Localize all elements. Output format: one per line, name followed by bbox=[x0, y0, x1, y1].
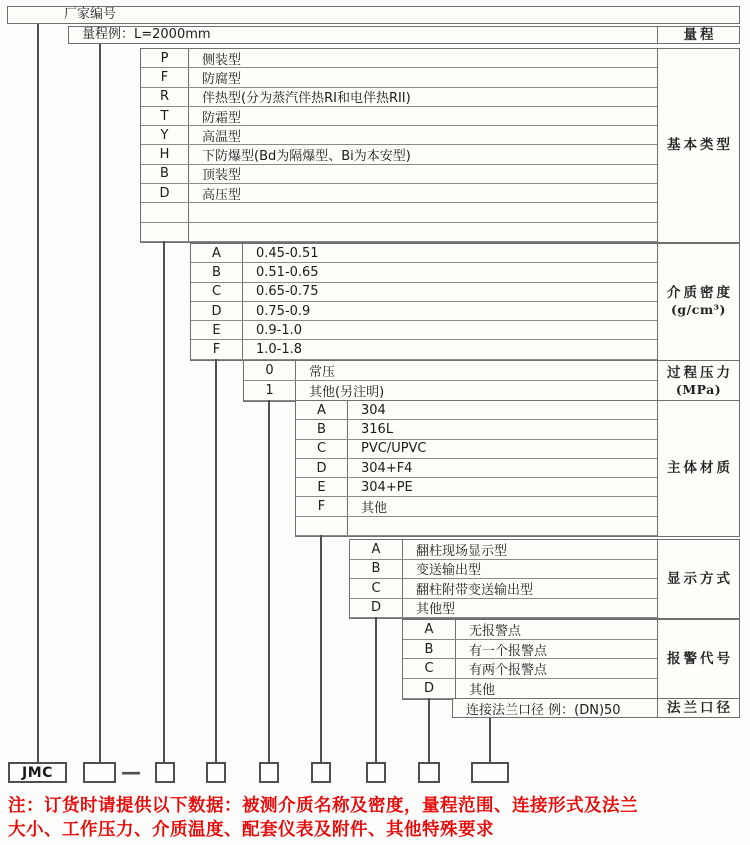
model-prefix-box bbox=[8, 762, 67, 783]
table-row bbox=[141, 184, 739, 203]
desc-cell: 伴热型(分为蒸汽伴热RI和电伴热RII) bbox=[202, 91, 411, 107]
category-cell-process-pressure bbox=[657, 361, 739, 401]
desc-cell: 0.45-0.51 bbox=[256, 245, 319, 261]
desc-cell: 0.75-0.9 bbox=[256, 303, 311, 319]
code-box bbox=[206, 762, 226, 783]
range-row bbox=[68, 26, 740, 44]
code-cell: B bbox=[350, 560, 403, 579]
category-cell-body-material bbox=[657, 401, 739, 536]
range-example-text: 量程例：L=2000mm bbox=[82, 27, 211, 42]
connector-line bbox=[215, 359, 217, 763]
code-cell: 1 bbox=[244, 381, 296, 400]
desc-cell: 316L bbox=[361, 421, 394, 437]
code-cell: D bbox=[296, 459, 348, 477]
code-cell: Y bbox=[141, 126, 189, 144]
table-row bbox=[141, 88, 739, 107]
desc-cell: 其他(另注明) bbox=[309, 385, 385, 400]
order-note-line2: 大小、工作压力、介质温度、配套仪表及附件、其他特殊要求 bbox=[8, 820, 494, 840]
flange-row bbox=[452, 698, 740, 718]
table-row bbox=[141, 165, 739, 184]
desc-cell: 侧装型 bbox=[202, 52, 242, 68]
code-cell: T bbox=[141, 107, 189, 125]
code-cell bbox=[141, 223, 189, 241]
code-cell: A bbox=[296, 401, 348, 419]
group-medium-density bbox=[190, 243, 740, 361]
range-category-label: 量程 bbox=[683, 26, 717, 43]
desc-cell: 304+F4 bbox=[361, 460, 413, 476]
code-cell: B bbox=[403, 640, 456, 659]
code-cell: F bbox=[296, 497, 348, 515]
range-category-cell bbox=[657, 27, 739, 43]
table-row bbox=[141, 126, 739, 145]
code-cell: B bbox=[191, 263, 243, 281]
category-cell-display-mode bbox=[657, 540, 739, 618]
code-cell: A bbox=[191, 244, 243, 262]
model-prefix-label: JMC bbox=[22, 764, 53, 781]
code-separator-dash: — bbox=[121, 760, 141, 784]
order-note-line1: 注：订货时请提供以下数据：被测介质名称及密度，量程范围、连接形式及法兰 bbox=[8, 796, 638, 816]
flange-category-label: 法兰口径 bbox=[667, 699, 733, 716]
code-cell: C bbox=[350, 579, 403, 598]
category-cell-medium-density bbox=[657, 244, 739, 360]
desc-cell: 下防爆型(Bd为隔爆型、Bi为本安型) bbox=[202, 149, 411, 165]
desc-cell: 其他型 bbox=[416, 602, 456, 618]
desc-cell: 0.9-1.0 bbox=[256, 322, 303, 338]
connector-line bbox=[268, 400, 270, 763]
code-box bbox=[259, 762, 279, 783]
desc-cell: 高压型 bbox=[202, 187, 242, 203]
group-display-mode bbox=[349, 539, 740, 619]
code-cell bbox=[296, 517, 348, 535]
desc-cell: 304+PE bbox=[361, 479, 413, 495]
category-label: 主体材质 bbox=[667, 460, 733, 477]
group-body-material bbox=[295, 400, 740, 537]
desc-cell: 翻柱附带变送输出型 bbox=[416, 582, 534, 598]
code-cell: H bbox=[141, 145, 189, 163]
code-cell: R bbox=[141, 88, 189, 106]
table-row bbox=[141, 68, 739, 87]
connector-line bbox=[163, 241, 165, 763]
category-label-unit: (g/cm³) bbox=[671, 302, 726, 318]
category-label: 显示方式 bbox=[667, 570, 733, 587]
desc-cell: 变送输出型 bbox=[416, 563, 482, 579]
desc-cell: 0.51-0.65 bbox=[256, 264, 319, 280]
table-row bbox=[141, 49, 739, 68]
code-box bbox=[155, 762, 175, 783]
code-cell: 0 bbox=[244, 361, 296, 380]
category-cell-basic-type bbox=[657, 49, 739, 242]
desc-cell: 有两个报警点 bbox=[469, 663, 548, 679]
code-cell: D bbox=[403, 679, 456, 698]
desc-cell: 其他 bbox=[469, 682, 496, 698]
code-cell: D bbox=[141, 184, 189, 202]
category-label: 基本类型 bbox=[667, 137, 733, 153]
desc-cell: PVC/UPVC bbox=[361, 441, 427, 457]
desc-cell: 无报警点 bbox=[469, 623, 522, 639]
desc-cell: 304 bbox=[361, 402, 386, 418]
category-cell-alarm-code bbox=[657, 620, 739, 699]
code-cell: E bbox=[191, 321, 243, 339]
group-process-pressure bbox=[243, 360, 740, 402]
code-box bbox=[366, 762, 386, 783]
code-cell: F bbox=[191, 340, 243, 358]
group-basic-type bbox=[140, 48, 740, 243]
desc-cell: 1.0-1.8 bbox=[256, 342, 303, 358]
code-cell: A bbox=[350, 540, 403, 559]
category-label: 报警代号 bbox=[667, 650, 733, 667]
desc-cell: 防腐型 bbox=[202, 71, 242, 87]
table-row bbox=[141, 223, 739, 242]
table-row bbox=[141, 203, 739, 222]
category-label: 过程压力 bbox=[667, 364, 733, 381]
table-row bbox=[141, 145, 739, 164]
category-label: 介质密度 bbox=[667, 285, 733, 302]
code-box bbox=[83, 762, 116, 783]
flange-size-text: 连接法兰口径 例：(DN)50 bbox=[466, 702, 621, 718]
code-cell: C bbox=[191, 283, 243, 301]
desc-cell: 0.65-0.75 bbox=[256, 284, 319, 300]
flange-category-cell bbox=[657, 699, 739, 717]
code-cell: C bbox=[296, 440, 348, 458]
connector-line bbox=[428, 698, 430, 763]
group-alarm-code bbox=[402, 619, 740, 700]
code-box bbox=[418, 762, 440, 783]
table-row bbox=[141, 107, 739, 126]
code-cell: A bbox=[403, 620, 456, 639]
category-label-unit: (MPa) bbox=[675, 381, 722, 397]
desc-cell: 防霜型 bbox=[202, 110, 242, 126]
connector-line bbox=[489, 718, 491, 763]
desc-cell: 翻柱现场显示型 bbox=[416, 543, 508, 559]
code-cell: P bbox=[141, 49, 189, 67]
code-box bbox=[311, 762, 331, 783]
code-cell: F bbox=[141, 68, 189, 86]
code-cell bbox=[141, 203, 189, 221]
desc-cell: 其他 bbox=[361, 501, 388, 517]
code-cell: B bbox=[296, 420, 348, 438]
manufacturer-row-label: 厂家编号 bbox=[64, 7, 117, 22]
code-cell: B bbox=[141, 165, 189, 183]
code-cell: C bbox=[403, 659, 456, 678]
code-cell: E bbox=[296, 478, 348, 496]
code-box bbox=[471, 762, 509, 783]
desc-cell: 顶装型 bbox=[202, 168, 242, 184]
connector-line bbox=[375, 617, 377, 763]
code-cell: D bbox=[191, 302, 243, 320]
desc-cell: 高温型 bbox=[202, 129, 242, 145]
connector-line bbox=[320, 535, 322, 763]
connector-line bbox=[99, 44, 101, 763]
desc-cell: 常压 bbox=[309, 365, 336, 380]
desc-cell: 有一个报警点 bbox=[469, 643, 548, 659]
manufacturer-row bbox=[7, 6, 740, 24]
code-cell: D bbox=[350, 599, 403, 618]
order-note bbox=[8, 794, 748, 842]
connector-line bbox=[37, 24, 39, 763]
